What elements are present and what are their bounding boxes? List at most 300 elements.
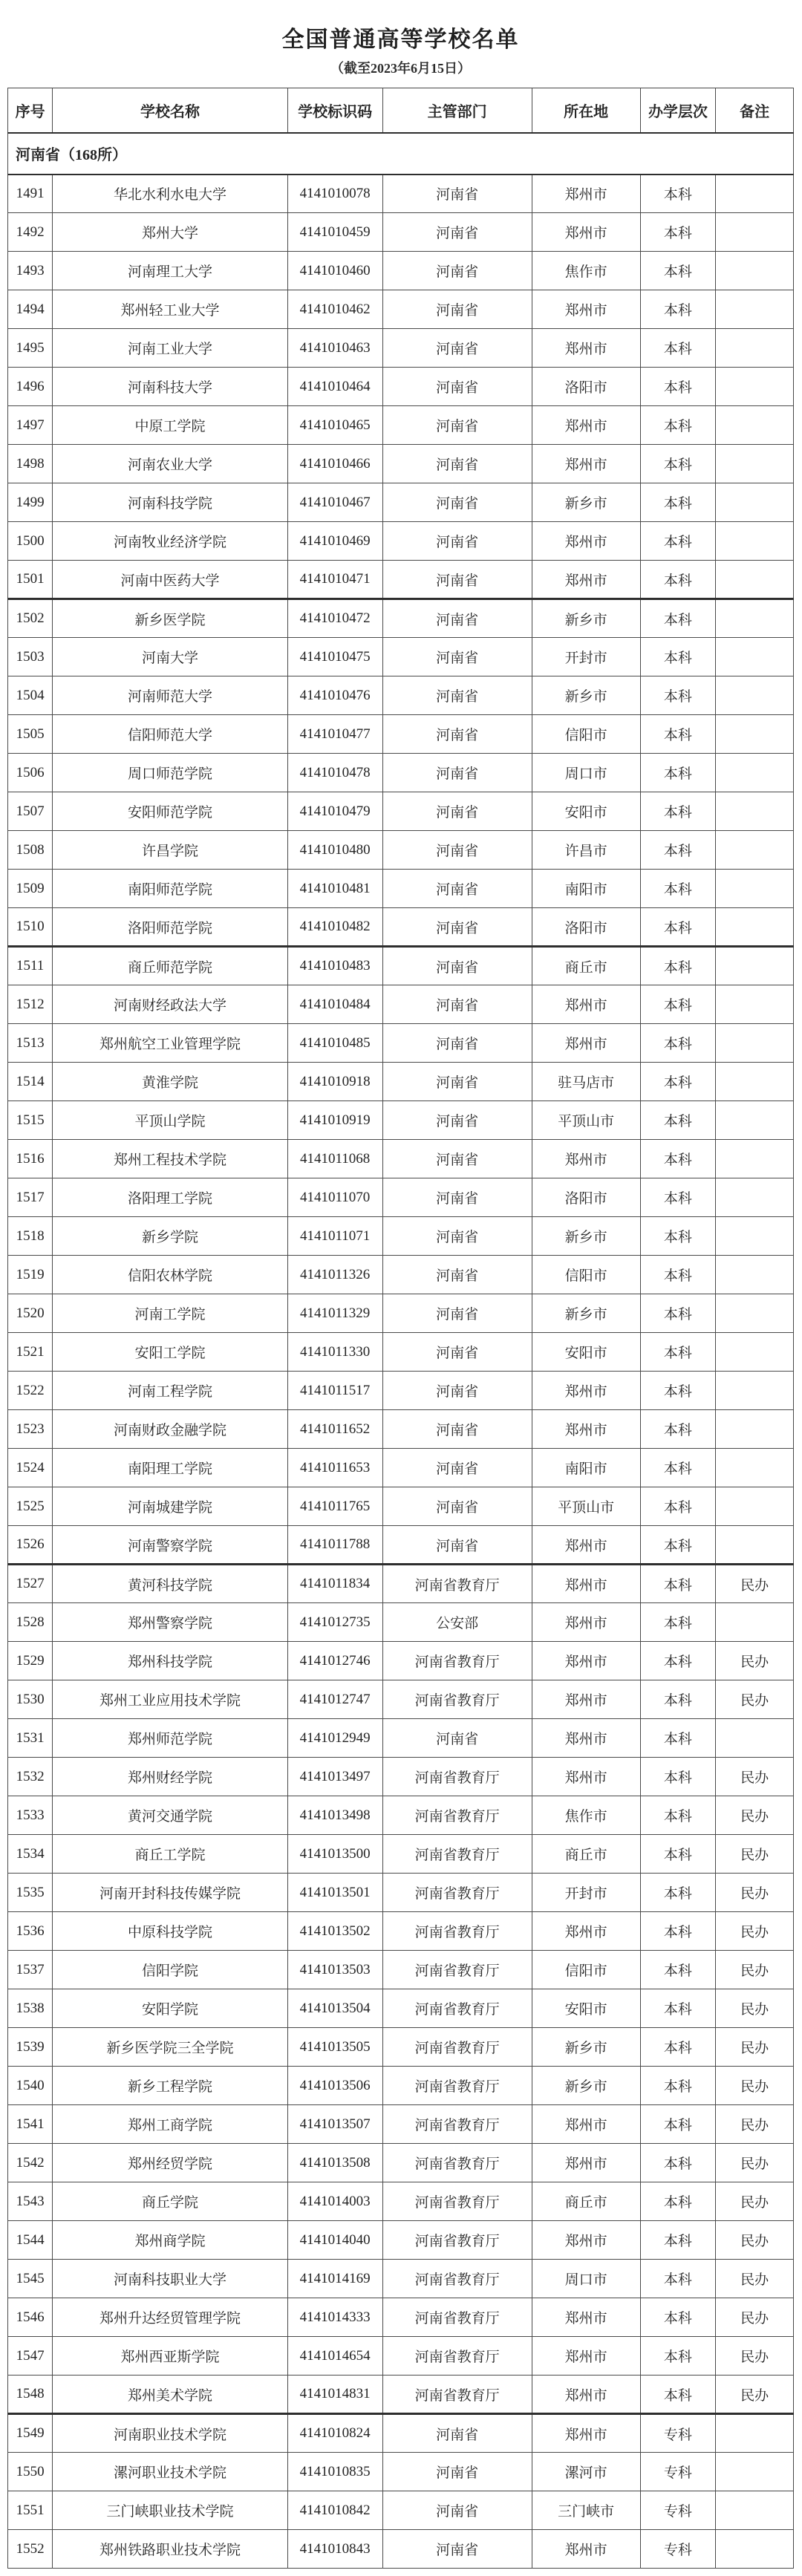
cell-note: 民办 (716, 2260, 794, 2298)
cell-note: 民办 (716, 2028, 794, 2067)
cell-city: 洛阳市 (532, 368, 640, 406)
table-row (8, 1024, 794, 1063)
cell-level: 本科 (640, 1140, 716, 1178)
cell-note: 民办 (716, 1796, 794, 1835)
cell-dept: 河南省教育厅 (382, 2105, 532, 2144)
cell-no: 1542 (8, 2144, 53, 2182)
cell-no: 1533 (8, 1796, 53, 1835)
cell-name: 郑州工程技术学院 (53, 1140, 287, 1178)
cell-dept: 河南省教育厅 (382, 1565, 532, 1603)
cell-code: 4141013504 (287, 1989, 382, 2028)
cell-note: 民办 (716, 1835, 794, 1874)
cell-name: 河南理工大学 (53, 252, 287, 290)
cell-note (716, 792, 794, 831)
cell-level: 本科 (640, 2337, 716, 2376)
cell-city: 郑州市 (532, 2376, 640, 2414)
cell-dept: 河南省 (382, 445, 532, 483)
cell-no: 1493 (8, 252, 53, 290)
cell-code: 4141011517 (287, 1372, 382, 1410)
cell-name: 三门峡职业技术学院 (53, 2491, 287, 2530)
cell-note (716, 1372, 794, 1410)
cell-code: 4141010480 (287, 831, 382, 870)
cell-name: 郑州经贸学院 (53, 2144, 287, 2182)
cell-code: 4141010465 (287, 406, 382, 445)
cell-dept: 河南省 (382, 870, 532, 908)
cell-code: 4141010481 (287, 870, 382, 908)
cell-city: 商丘市 (532, 1835, 640, 1874)
cell-name: 河南中医药大学 (53, 561, 287, 599)
cell-code: 4141013505 (287, 2028, 382, 2067)
cell-no: 1507 (8, 792, 53, 831)
cell-note (716, 908, 794, 947)
cell-code: 4141011326 (287, 1256, 382, 1294)
cell-code: 4141014169 (287, 2260, 382, 2298)
cell-dept: 河南省 (382, 1217, 532, 1256)
cell-city: 郑州市 (532, 1719, 640, 1758)
cell-note (716, 1140, 794, 1178)
cell-city: 郑州市 (532, 1758, 640, 1796)
cell-dept: 河南省 (382, 1449, 532, 1487)
cell-name: 新乡工程学院 (53, 2067, 287, 2105)
cell-code: 4141010460 (287, 252, 382, 290)
cell-name: 河南城建学院 (53, 1487, 287, 1526)
cell-no: 1524 (8, 1449, 53, 1487)
cell-code: 4141011788 (287, 1526, 382, 1565)
cell-city: 郑州市 (532, 1642, 640, 1680)
cell-name: 漯河职业技术学院 (53, 2453, 287, 2491)
cell-city: 新乡市 (532, 2067, 640, 2105)
cell-no: 1514 (8, 1063, 53, 1101)
cell-level: 本科 (640, 1680, 716, 1719)
cell-note (716, 1294, 794, 1333)
cell-dept: 河南省 (382, 1140, 532, 1178)
cell-note: 民办 (716, 2376, 794, 2414)
cell-city: 信阳市 (532, 1256, 640, 1294)
cell-note: 民办 (716, 2221, 794, 2260)
cell-no: 1549 (8, 2414, 53, 2453)
cell-no: 1508 (8, 831, 53, 870)
cell-code: 4141010918 (287, 1063, 382, 1101)
cell-no: 1491 (8, 175, 53, 213)
cell-code: 4141010479 (287, 792, 382, 831)
cell-name: 中原工学院 (53, 406, 287, 445)
cell-city: 安阳市 (532, 792, 640, 831)
cell-city: 郑州市 (532, 1140, 640, 1178)
cell-level: 专科 (640, 2530, 716, 2569)
column-header-dept: 主管部门 (382, 88, 532, 133)
table-row (8, 2105, 794, 2144)
cell-dept: 河南省 (382, 483, 532, 522)
cell-city: 南阳市 (532, 870, 640, 908)
cell-name: 河南财政金融学院 (53, 1410, 287, 1449)
cell-dept: 河南省 (382, 290, 532, 329)
cell-level: 本科 (640, 599, 716, 638)
cell-code: 4141013503 (287, 1951, 382, 1989)
cell-name: 黄河交通学院 (53, 1796, 287, 1835)
cell-level: 本科 (640, 1024, 716, 1063)
table-row (8, 1372, 794, 1410)
cell-city: 郑州市 (532, 1603, 640, 1642)
cell-dept: 河南省 (382, 1101, 532, 1140)
cell-no: 1495 (8, 329, 53, 368)
cell-city: 郑州市 (532, 175, 640, 213)
table-row (8, 754, 794, 792)
cell-name: 郑州工商学院 (53, 2105, 287, 2144)
column-header-no: 序号 (8, 88, 53, 133)
column-header-note: 备注 (716, 88, 794, 133)
cell-level: 本科 (640, 1603, 716, 1642)
cell-city: 郑州市 (532, 985, 640, 1024)
cell-city: 郑州市 (532, 2221, 640, 2260)
cell-no: 1530 (8, 1680, 53, 1719)
cell-level: 本科 (640, 2182, 716, 2221)
table-row (8, 1603, 794, 1642)
table-row (8, 2376, 794, 2414)
table-row (8, 1912, 794, 1951)
table-row (8, 1951, 794, 1989)
cell-no: 1529 (8, 1642, 53, 1680)
table-row (8, 1294, 794, 1333)
cell-dept: 河南省 (382, 1333, 532, 1372)
cell-level: 本科 (640, 1487, 716, 1526)
cell-dept: 河南省 (382, 1178, 532, 1217)
cell-name: 河南财经政法大学 (53, 985, 287, 1024)
cell-level: 本科 (640, 1410, 716, 1449)
cell-note (716, 1333, 794, 1372)
cell-note (716, 368, 794, 406)
cell-code: 4141010482 (287, 908, 382, 947)
cell-city: 新乡市 (532, 676, 640, 715)
cell-no: 1525 (8, 1487, 53, 1526)
cell-city: 郑州市 (532, 522, 640, 561)
cell-no: 1547 (8, 2337, 53, 2376)
cell-level: 本科 (640, 715, 716, 754)
cell-no: 1528 (8, 1603, 53, 1642)
cell-no: 1497 (8, 406, 53, 445)
cell-city: 郑州市 (532, 2414, 640, 2453)
cell-note: 民办 (716, 2337, 794, 2376)
cell-note (716, 1719, 794, 1758)
cell-dept: 河南省 (382, 1294, 532, 1333)
cell-name: 黄淮学院 (53, 1063, 287, 1101)
cell-name: 商丘学院 (53, 2182, 287, 2221)
cell-dept: 河南省 (382, 792, 532, 831)
cell-dept: 河南省教育厅 (382, 1642, 532, 1680)
cell-city: 新乡市 (532, 2028, 640, 2067)
cell-level: 本科 (640, 2105, 716, 2144)
cell-code: 4141010472 (287, 599, 382, 638)
table-row (8, 1063, 794, 1101)
cell-city: 平顶山市 (532, 1101, 640, 1140)
table-row (8, 290, 794, 329)
cell-code: 4141011652 (287, 1410, 382, 1449)
cell-level: 本科 (640, 1796, 716, 1835)
cell-dept: 河南省教育厅 (382, 1951, 532, 1989)
cell-code: 4141013507 (287, 2105, 382, 2144)
cell-level: 本科 (640, 1372, 716, 1410)
cell-note (716, 290, 794, 329)
cell-city: 郑州市 (532, 329, 640, 368)
cell-dept: 河南省 (382, 1526, 532, 1565)
cell-no: 1501 (8, 561, 53, 599)
section-label: 河南省（168所） (8, 133, 794, 175)
cell-dept: 公安部 (382, 1603, 532, 1642)
cell-name: 信阳学院 (53, 1951, 287, 1989)
cell-dept: 河南省教育厅 (382, 2144, 532, 2182)
cell-name: 商丘工学院 (53, 1835, 287, 1874)
table-row (8, 638, 794, 676)
cell-note (716, 870, 794, 908)
cell-note (716, 1487, 794, 1526)
cell-level: 本科 (640, 2067, 716, 2105)
cell-level: 本科 (640, 947, 716, 985)
cell-level: 本科 (640, 368, 716, 406)
cell-level: 本科 (640, 792, 716, 831)
cell-code: 4141013506 (287, 2067, 382, 2105)
cell-code: 4141011068 (287, 1140, 382, 1178)
table-row (8, 831, 794, 870)
cell-name: 郑州铁路职业技术学院 (53, 2530, 287, 2569)
cell-level: 本科 (640, 870, 716, 908)
cell-note: 民办 (716, 2105, 794, 2144)
cell-dept: 河南省 (382, 1372, 532, 1410)
cell-name: 华北水利水电大学 (53, 175, 287, 213)
cell-no: 1499 (8, 483, 53, 522)
cell-code: 4141014654 (287, 2337, 382, 2376)
cell-code: 4141013508 (287, 2144, 382, 2182)
cell-name: 黄河科技学院 (53, 1565, 287, 1603)
cell-note (716, 1449, 794, 1487)
cell-note: 民办 (716, 1912, 794, 1951)
cell-note (716, 2453, 794, 2491)
cell-note (716, 754, 794, 792)
cell-note (716, 599, 794, 638)
cell-level: 专科 (640, 2491, 716, 2530)
table-row (8, 522, 794, 561)
table-row (8, 2182, 794, 2221)
cell-name: 郑州警察学院 (53, 1603, 287, 1642)
table-row (8, 1642, 794, 1680)
cell-no: 1515 (8, 1101, 53, 1140)
cell-code: 4141011070 (287, 1178, 382, 1217)
cell-city: 洛阳市 (532, 1178, 640, 1217)
table-row (8, 213, 794, 252)
cell-name: 郑州航空工业管理学院 (53, 1024, 287, 1063)
cell-level: 本科 (640, 2376, 716, 2414)
cell-name: 郑州科技学院 (53, 1642, 287, 1680)
cell-no: 1544 (8, 2221, 53, 2260)
cell-note (716, 676, 794, 715)
cell-code: 4141013502 (287, 1912, 382, 1951)
cell-no: 1539 (8, 2028, 53, 2067)
table-row (8, 792, 794, 831)
cell-no: 1498 (8, 445, 53, 483)
cell-level: 本科 (640, 290, 716, 329)
cell-note (716, 2414, 794, 2453)
cell-level: 本科 (640, 252, 716, 290)
table-header-row (8, 88, 794, 133)
cell-code: 4141010843 (287, 2530, 382, 2569)
cell-note: 民办 (716, 1565, 794, 1603)
cell-city: 安阳市 (532, 1989, 640, 2028)
cell-name: 洛阳师范学院 (53, 908, 287, 947)
cell-name: 河南大学 (53, 638, 287, 676)
cell-name: 河南开封科技传媒学院 (53, 1874, 287, 1912)
table-row (8, 1178, 794, 1217)
cell-no: 1526 (8, 1526, 53, 1565)
cell-code: 4141013497 (287, 1758, 382, 1796)
cell-level: 本科 (640, 2221, 716, 2260)
cell-code: 4141014003 (287, 2182, 382, 2221)
cell-name: 新乡医学院 (53, 599, 287, 638)
cell-code: 4141011330 (287, 1333, 382, 1372)
cell-dept: 河南省 (382, 368, 532, 406)
page-title: 全国普通高等学校名单 (281, 27, 520, 52)
cell-level: 本科 (640, 483, 716, 522)
cell-name: 郑州美术学院 (53, 2376, 287, 2414)
cell-level: 本科 (640, 754, 716, 792)
cell-dept: 河南省教育厅 (382, 2260, 532, 2298)
title-block (7, 6, 794, 88)
table-row (8, 1410, 794, 1449)
cell-dept: 河南省教育厅 (382, 2337, 532, 2376)
table-row (8, 2260, 794, 2298)
table-row (8, 252, 794, 290)
cell-level: 本科 (640, 2298, 716, 2337)
cell-note (716, 561, 794, 599)
cell-dept: 河南省教育厅 (382, 1835, 532, 1874)
cell-level: 本科 (640, 1642, 716, 1680)
table-row (8, 1449, 794, 1487)
cell-dept: 河南省教育厅 (382, 2182, 532, 2221)
cell-level: 本科 (640, 1758, 716, 1796)
cell-note (716, 406, 794, 445)
cell-level: 本科 (640, 406, 716, 445)
cell-no: 1517 (8, 1178, 53, 1217)
cell-city: 商丘市 (532, 947, 640, 985)
cell-level: 本科 (640, 831, 716, 870)
cell-city: 许昌市 (532, 831, 640, 870)
cell-no: 1509 (8, 870, 53, 908)
cell-no: 1520 (8, 1294, 53, 1333)
cell-dept: 河南省 (382, 2491, 532, 2530)
cell-name: 河南科技大学 (53, 368, 287, 406)
cell-dept: 河南省 (382, 252, 532, 290)
cell-dept: 河南省教育厅 (382, 2298, 532, 2337)
cell-no: 1523 (8, 1410, 53, 1449)
cell-dept: 河南省 (382, 1410, 532, 1449)
cell-no: 1513 (8, 1024, 53, 1063)
cell-note (716, 1178, 794, 1217)
cell-code: 4141010842 (287, 2491, 382, 2530)
cell-level: 本科 (640, 1719, 716, 1758)
cell-note: 民办 (716, 2298, 794, 2337)
cell-note: 民办 (716, 1642, 794, 1680)
cell-level: 本科 (640, 676, 716, 715)
cell-city: 郑州市 (532, 1680, 640, 1719)
cell-code: 4141010467 (287, 483, 382, 522)
cell-no: 1496 (8, 368, 53, 406)
cell-name: 安阳工学院 (53, 1333, 287, 1372)
table-row (8, 2221, 794, 2260)
cell-level: 本科 (640, 985, 716, 1024)
cell-level: 本科 (640, 522, 716, 561)
cell-note (716, 329, 794, 368)
cell-dept: 河南省教育厅 (382, 1758, 532, 1796)
cell-no: 1505 (8, 715, 53, 754)
cell-city: 新乡市 (532, 599, 640, 638)
cell-name: 郑州财经学院 (53, 1758, 287, 1796)
cell-level: 本科 (640, 1874, 716, 1912)
cell-code: 4141011834 (287, 1565, 382, 1603)
cell-dept: 河南省 (382, 638, 532, 676)
cell-dept: 河南省 (382, 1719, 532, 1758)
column-header-city: 所在地 (532, 88, 640, 133)
cell-code: 4141010919 (287, 1101, 382, 1140)
cell-city: 焦作市 (532, 1796, 640, 1835)
cell-dept: 河南省 (382, 561, 532, 599)
cell-city: 郑州市 (532, 1526, 640, 1565)
cell-note (716, 522, 794, 561)
cell-note (716, 831, 794, 870)
cell-level: 本科 (640, 2260, 716, 2298)
cell-code: 4141010835 (287, 2453, 382, 2491)
cell-name: 河南牧业经济学院 (53, 522, 287, 561)
cell-note (716, 1217, 794, 1256)
cell-name: 郑州工业应用技术学院 (53, 1680, 287, 1719)
cell-level: 本科 (640, 1333, 716, 1372)
cell-level: 本科 (640, 445, 716, 483)
table-row (8, 985, 794, 1024)
cell-no: 1512 (8, 985, 53, 1024)
cell-no: 1541 (8, 2105, 53, 2144)
cell-note (716, 947, 794, 985)
cell-no: 1551 (8, 2491, 53, 2530)
cell-level: 本科 (640, 1294, 716, 1333)
cell-note (716, 1410, 794, 1449)
table-row (8, 1758, 794, 1796)
cell-code: 4141010462 (287, 290, 382, 329)
cell-code: 4141010485 (287, 1024, 382, 1063)
cell-level: 专科 (640, 2414, 716, 2453)
cell-code: 4141012747 (287, 1680, 382, 1719)
table-row (8, 2144, 794, 2182)
cell-city: 南阳市 (532, 1449, 640, 1487)
cell-level: 专科 (640, 2453, 716, 2491)
cell-code: 4141010459 (287, 213, 382, 252)
cell-dept: 河南省 (382, 1063, 532, 1101)
cell-code: 4141011653 (287, 1449, 382, 1487)
cell-level: 本科 (640, 1256, 716, 1294)
table-row (8, 2028, 794, 2067)
section-row (8, 133, 794, 175)
cell-no: 1535 (8, 1874, 53, 1912)
cell-note: 民办 (716, 2182, 794, 2221)
cell-city: 郑州市 (532, 2298, 640, 2337)
cell-no: 1545 (8, 2260, 53, 2298)
cell-city: 洛阳市 (532, 908, 640, 947)
table-row (8, 406, 794, 445)
cell-city: 郑州市 (532, 406, 640, 445)
cell-city: 郑州市 (532, 290, 640, 329)
cell-note (716, 1101, 794, 1140)
cell-code: 4141010078 (287, 175, 382, 213)
table-row (8, 329, 794, 368)
cell-code: 4141012746 (287, 1642, 382, 1680)
cell-code: 4141010483 (287, 947, 382, 985)
cell-name: 河南职业技术学院 (53, 2414, 287, 2453)
table-row (8, 1680, 794, 1719)
